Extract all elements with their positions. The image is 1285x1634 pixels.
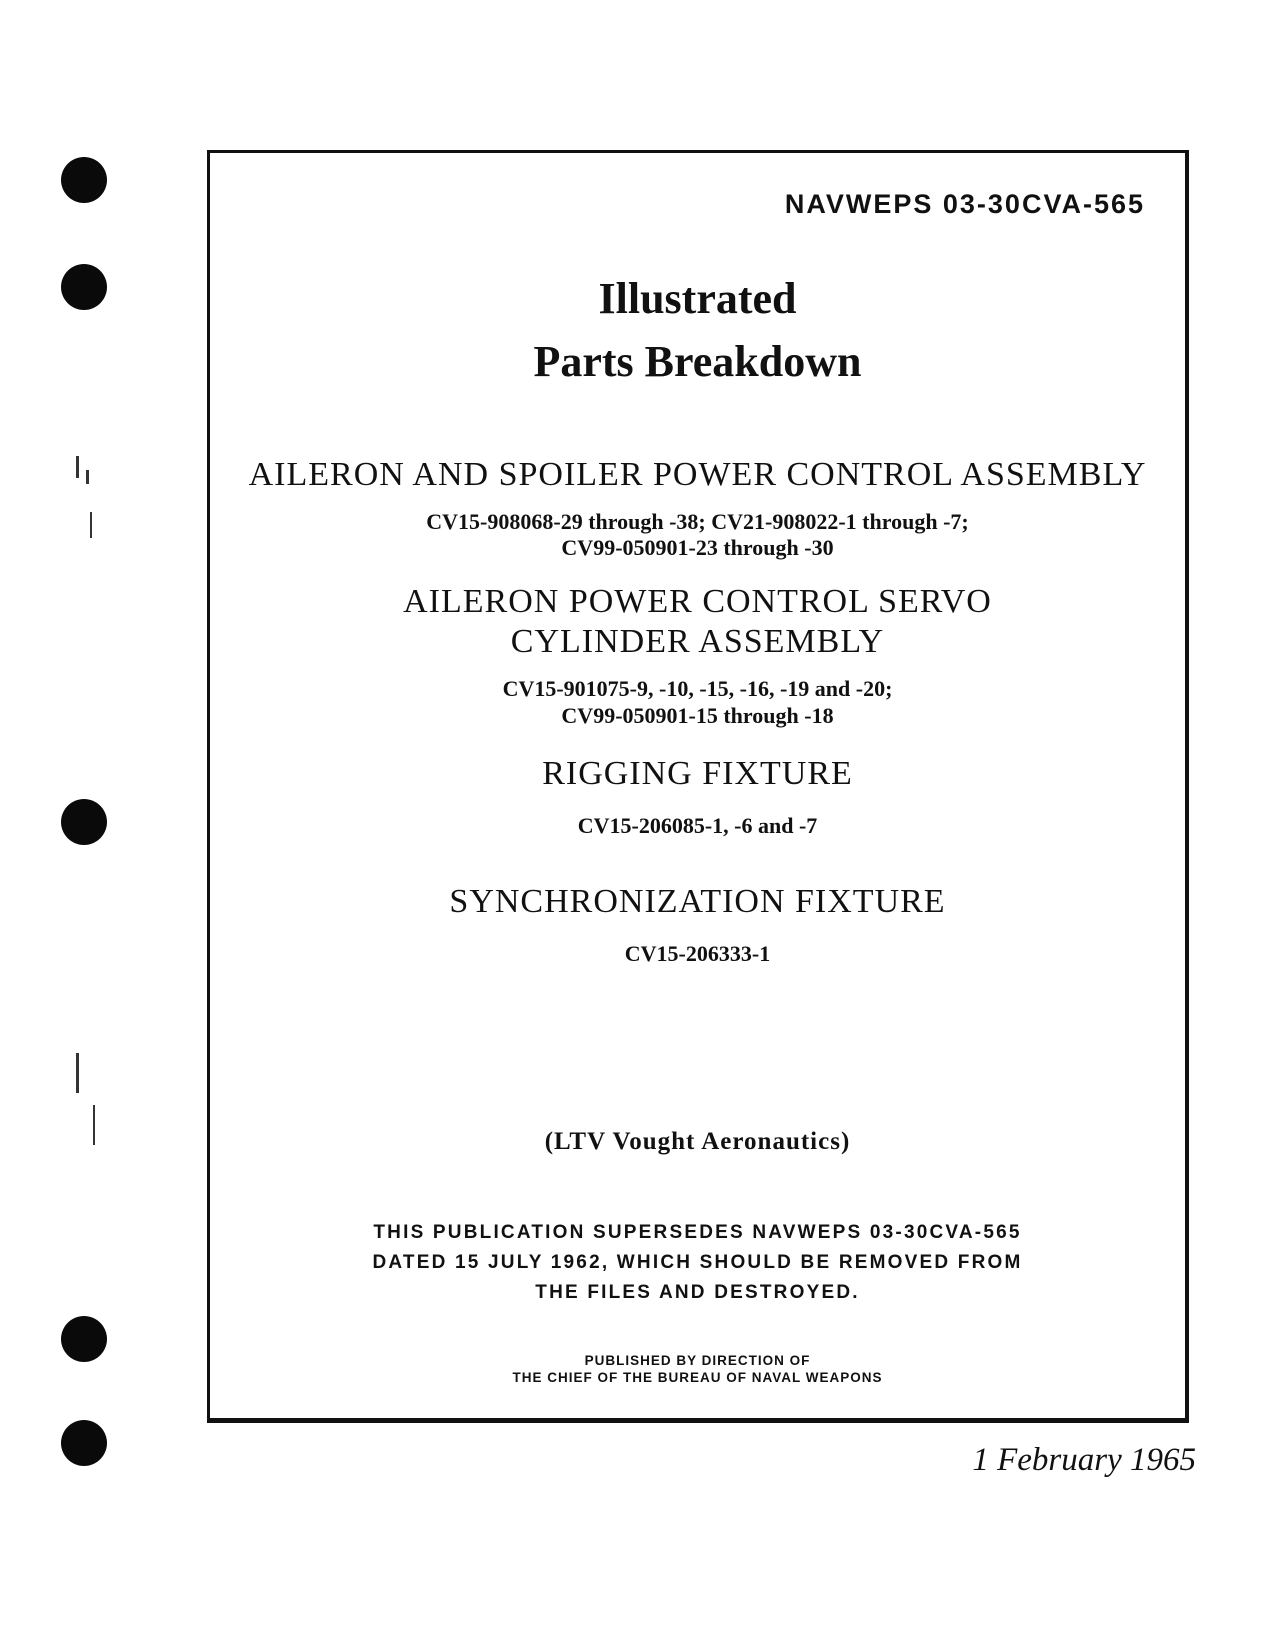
part-numbers: CV15-901075-9, -10, -15, -16, -19 and -20; (502, 676, 893, 701)
part-numbers: CV15-908068-29 through -38; CV21-908022-1 through -7; (426, 509, 969, 534)
title-line-1: Illustrated (598, 274, 797, 323)
section-heading: SYNCHRONIZATION FIXTURE (449, 883, 946, 920)
supersedes-notice: THIS PUBLICATION SUPERSEDES NAVWEPS 03-30CVA-565 (373, 1222, 1022, 1243)
part-numbers: CV15-206333-1 (624, 941, 771, 966)
publication-date: 1 February 1965 (972, 1442, 1196, 1478)
supersedes-notice: THE FILES AND DESTROYED. (535, 1282, 860, 1303)
title-line-2: Parts Breakdown (533, 337, 862, 386)
punch-hole (61, 1316, 107, 1362)
punch-hole (61, 1420, 107, 1466)
document-code: NAVWEPS 03-30CVA-565 (784, 189, 1145, 219)
supersedes-notice: DATED 15 JULY 1962, WHICH SHOULD BE REMOVED FROM (372, 1252, 1023, 1273)
scan-mark (93, 1105, 95, 1145)
title-page-frame (207, 150, 1189, 1423)
part-numbers: CV99-050901-15 through -18 (561, 703, 834, 728)
section-heading: AILERON POWER CONTROL SERVO (403, 583, 992, 620)
punch-hole (61, 264, 107, 310)
scan-mark (90, 512, 92, 538)
section-heading: RIGGING FIXTURE (542, 755, 853, 792)
scan-mark (86, 470, 89, 484)
part-numbers: CV15-206085-1, -6 and -7 (577, 813, 818, 838)
section-heading: CYLINDER ASSEMBLY (510, 623, 885, 660)
punch-hole (61, 799, 107, 845)
published-by: PUBLISHED BY DIRECTION OF (584, 1353, 811, 1368)
published-by: THE CHIEF OF THE BUREAU OF NAVAL WEAPONS (512, 1370, 883, 1385)
scan-mark (76, 456, 79, 478)
section-heading: AILERON AND SPOILER POWER CONTROL ASSEMBLY (248, 456, 1147, 493)
part-numbers: CV99-050901-23 through -30 (561, 535, 834, 560)
manufacturer: (LTV Vought Aeronautics) (544, 1128, 851, 1155)
punch-hole (61, 157, 107, 203)
scan-mark (76, 1053, 79, 1093)
